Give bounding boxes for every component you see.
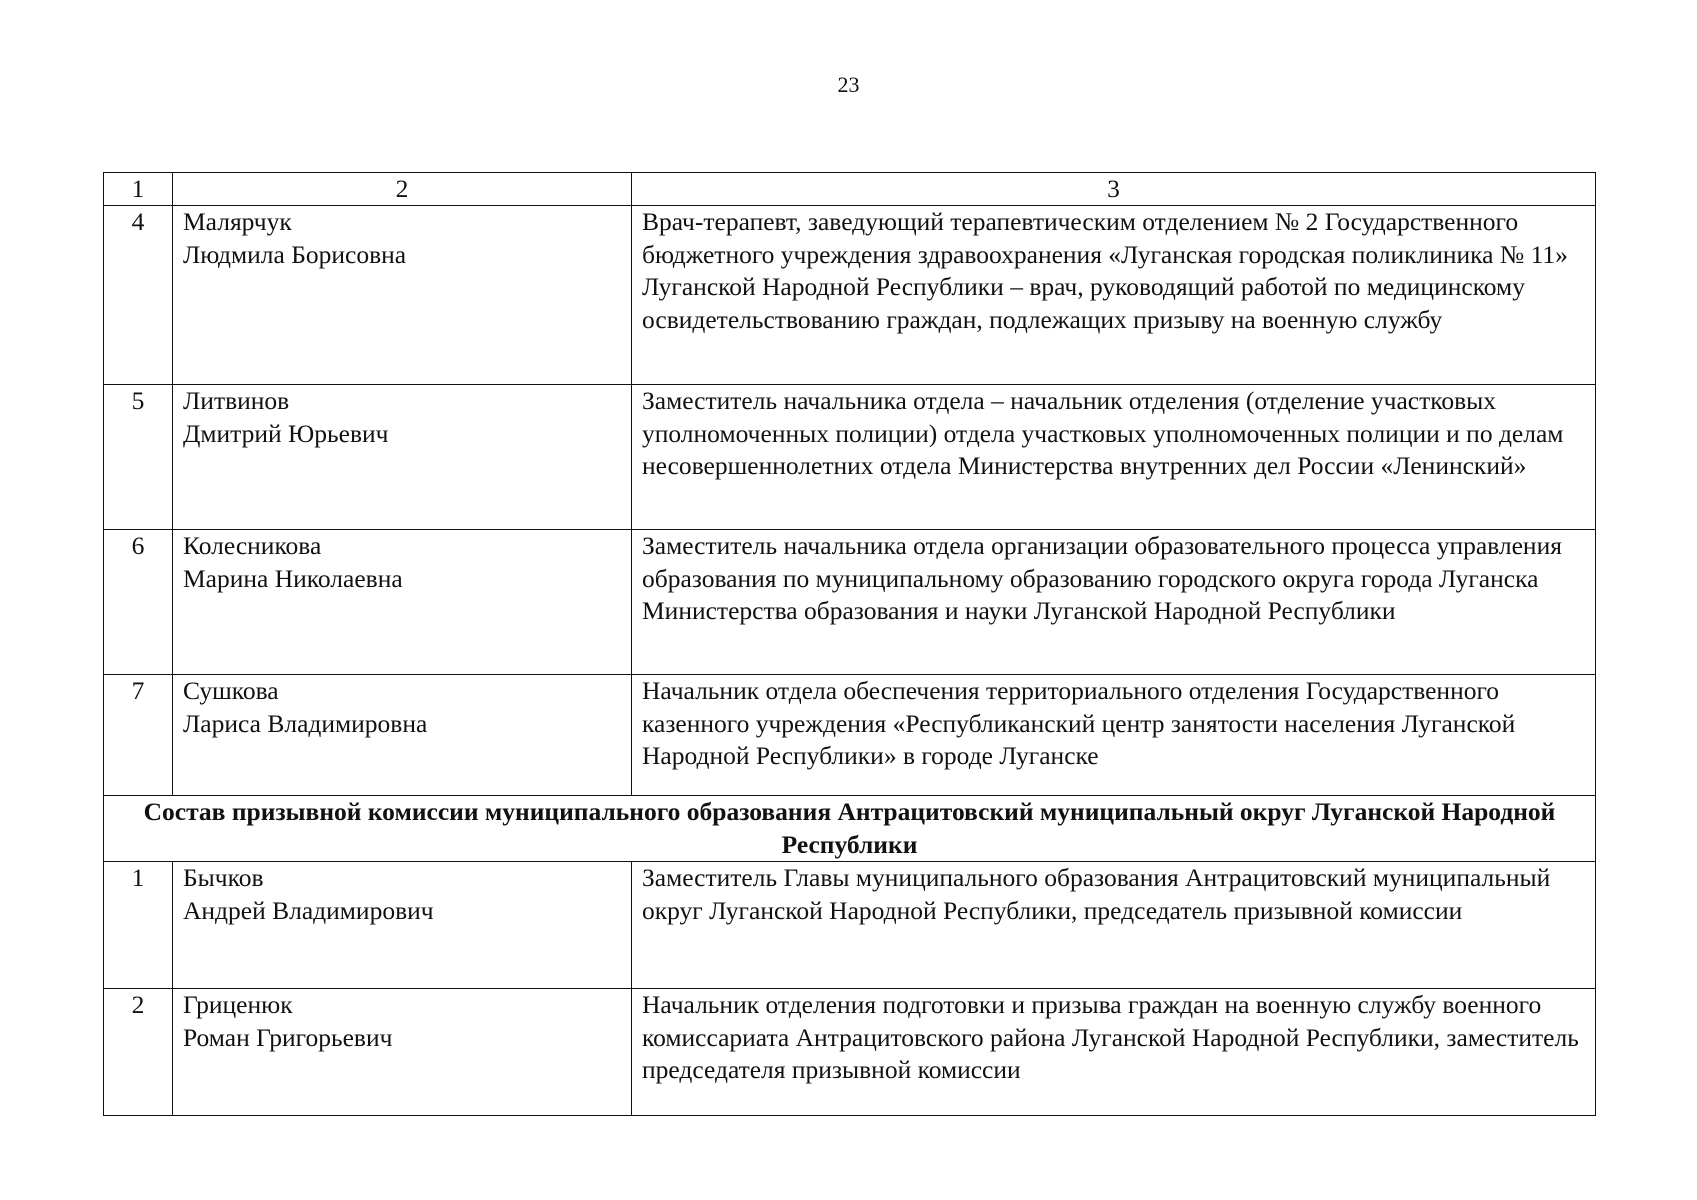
member-name xyxy=(173,206,632,385)
member-surname: Колесникова xyxy=(183,531,322,560)
member-name xyxy=(173,989,632,1116)
member-surname: Малярчук xyxy=(183,207,292,236)
member-surname: Литвинов xyxy=(183,386,290,415)
column-number-3: 3 xyxy=(632,173,1596,206)
section-title: Состав призывной комиссии муниципального образования Антрацитовский муниципальный округ Луганской Народной Республики xyxy=(104,796,1596,862)
commission-table xyxy=(103,172,1596,1116)
row-number: 2 xyxy=(104,989,173,1116)
member-position: Начальник отдела обеспечения территориального отделения Государственного казенного учреждения «Республиканский центр занятости населения Луганской Народной Республики» в городе Луганске xyxy=(632,675,1596,796)
member-given-names: Людмила Борисовна xyxy=(183,239,407,269)
row-number: 5 xyxy=(104,385,173,530)
member-surname: Гриценюк xyxy=(183,990,293,1019)
row-number: 7 xyxy=(104,675,173,796)
member-given-names: Марина Николаевна xyxy=(183,563,403,593)
row-number: 1 xyxy=(104,862,173,989)
column-number-1: 1 xyxy=(104,173,173,206)
member-name xyxy=(173,862,632,989)
member-given-names: Роман Григорьевич xyxy=(183,1022,393,1052)
table-row xyxy=(104,675,1596,796)
row-number: 4 xyxy=(104,206,173,385)
table-row xyxy=(104,206,1596,385)
table-row xyxy=(104,530,1596,675)
member-position: Заместитель Главы муниципального образования Антрацитовский муниципальный округ Луганской Народной Республики, председатель призывной комиссии xyxy=(632,862,1596,989)
member-name xyxy=(173,675,632,796)
table-row xyxy=(104,989,1596,1116)
row-number: 6 xyxy=(104,530,173,675)
section-heading-row xyxy=(104,796,1596,862)
member-surname: Бычков xyxy=(183,863,264,892)
member-name xyxy=(173,385,632,530)
member-position: Заместитель начальника отдела – начальник отделения (отделение участковых уполномоченных полиции) отдела участковых уполномоченных полиции и по делам несовершеннолетних отдела Министерства внутренних дел России «Ленинский» xyxy=(632,385,1596,530)
member-position: Врач-терапевт, заведующий терапевтическим отделением № 2 Государственного бюджетного учреждения здравоохранения «Луганская городская поликлиника № 11» Луганской Народной Республики – врач, руководящий работой по медицинскому освидетельствованию граждан, подлежащих призыву на военную службу xyxy=(632,206,1596,385)
page-number: 23 xyxy=(837,72,860,97)
member-surname: Сушкова xyxy=(183,676,279,705)
member-position: Заместитель начальника отдела организации образовательного процесса управления образования по муниципальному образованию городского округа города Луганска Министерства образования и науки Луганской Народной Республики xyxy=(632,530,1596,675)
table-row xyxy=(104,862,1596,989)
member-name xyxy=(173,530,632,675)
column-number-2: 2 xyxy=(173,173,632,206)
member-given-names: Дмитрий Юрьевич xyxy=(183,418,389,448)
member-position: Начальник отделения подготовки и призыва граждан на военную службу военного комиссариата Антрацитовского района Луганской Народной Республики, заместитель председателя призывной комиссии xyxy=(632,989,1596,1116)
member-given-names: Лариса Владимировна xyxy=(183,708,428,738)
member-given-names: Андрей Владимирович xyxy=(183,895,434,925)
table-row xyxy=(104,385,1596,530)
table-header-row xyxy=(104,173,1596,206)
